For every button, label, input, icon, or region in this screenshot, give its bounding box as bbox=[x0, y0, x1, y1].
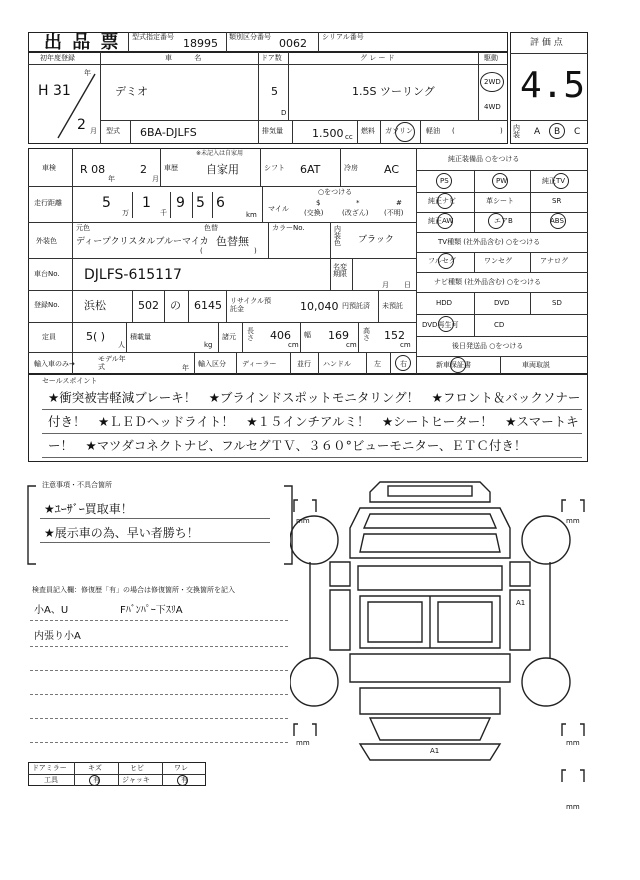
length-unit: cm bbox=[288, 341, 299, 349]
vin-value: DJLFS-615117 bbox=[84, 267, 182, 283]
tv-fullseg-circle bbox=[438, 253, 454, 269]
recycle-label: リサイクル預託金 bbox=[230, 297, 272, 314]
fuel-diesel: 軽油 bbox=[426, 127, 440, 135]
later-manual: 車両取説 bbox=[522, 361, 550, 369]
load-unit: kg bbox=[204, 341, 213, 349]
navi-dvd: DVD bbox=[494, 299, 510, 307]
fuel-label: 燃料 bbox=[361, 127, 375, 135]
reg-month-unit: 月 bbox=[90, 127, 97, 135]
equipment-title: 純正装備品 ○をつける bbox=[448, 155, 520, 163]
circle-note: ○をつける bbox=[318, 188, 353, 196]
equip-airbag-circle bbox=[488, 213, 504, 229]
navi-title: ナビ種類 (社外品含む) ○をつける bbox=[434, 278, 542, 286]
mileage-digit-3: 9 bbox=[176, 195, 185, 211]
displacement-label: 排気量 bbox=[262, 127, 283, 135]
load-label: 積載量 bbox=[130, 333, 151, 341]
serial-label: シリアル番号 bbox=[322, 33, 364, 41]
mileage-digit-1: 5 bbox=[102, 195, 111, 211]
name-change-month-unit: 月 bbox=[382, 281, 389, 289]
items-header-scratch: キズ bbox=[88, 764, 102, 772]
type-value: 6BA-DJLFS bbox=[140, 126, 197, 139]
handle-label: ハンドル bbox=[323, 360, 351, 368]
capacity-label: 定員 bbox=[42, 333, 56, 341]
drive-4wd: 4WD bbox=[484, 103, 501, 111]
doors-value: 5 bbox=[271, 85, 278, 98]
unknown-option: (不明) bbox=[384, 209, 404, 217]
grade-label: グ レ ー ド bbox=[360, 54, 395, 62]
plate-number: 6145 bbox=[194, 299, 222, 312]
width-value: 169 bbox=[328, 329, 349, 342]
interior-color-label: 内装色 bbox=[334, 225, 341, 247]
equip-ps-circle bbox=[436, 173, 452, 189]
color-label: 外装色 bbox=[36, 237, 57, 245]
plate-kana: の bbox=[170, 299, 181, 312]
history-value: 自家用 bbox=[206, 163, 239, 176]
color-change-value: 色替無 bbox=[216, 235, 249, 248]
first-reg-month: 2 bbox=[77, 117, 86, 133]
diagram-mm-1: mm bbox=[296, 517, 310, 525]
equip-abs: ABS bbox=[550, 217, 564, 225]
items-header-break: ワレ bbox=[174, 764, 188, 772]
grade-value: 1.5S ツーリング bbox=[352, 85, 435, 98]
shift-value: 6AT bbox=[300, 163, 321, 176]
equip-tv: 純正TV bbox=[542, 177, 566, 185]
equip-ps: PS bbox=[440, 177, 449, 185]
width-label: 幅 bbox=[304, 331, 311, 339]
items-jack: ジャッキ bbox=[122, 776, 150, 784]
equip-navi-circle bbox=[437, 193, 453, 209]
score-label: 評 価 点 bbox=[530, 38, 563, 48]
interior-b-circle bbox=[549, 123, 565, 139]
length-value: 406 bbox=[270, 329, 291, 342]
height-unit: cm bbox=[400, 341, 411, 349]
damage-mark-rear: A1 bbox=[430, 747, 440, 755]
navi-sd: SD bbox=[552, 299, 562, 307]
unknown-symbol: # bbox=[396, 199, 402, 207]
color-paren-close: ) bbox=[254, 247, 257, 255]
fuel-gasoline-circle bbox=[395, 122, 415, 142]
mile-option: マイル bbox=[268, 205, 289, 213]
equip-aw: 純正AW bbox=[428, 217, 454, 225]
height-label: 高さ bbox=[363, 327, 370, 342]
car-name-label: 車 名 bbox=[165, 54, 212, 62]
plate-region: 浜松 bbox=[84, 299, 106, 312]
model-year-label: モデル年式 bbox=[98, 355, 126, 372]
mileage-digit-2: 1 bbox=[142, 195, 151, 211]
plate-class: 502 bbox=[138, 299, 159, 312]
shaken-label: 車検 bbox=[42, 164, 56, 172]
interior-c: C bbox=[574, 127, 581, 137]
reg-year-unit: 年 bbox=[84, 69, 91, 77]
shaken-month: 2 bbox=[140, 163, 147, 176]
color-change-label: 色替 bbox=[204, 224, 218, 232]
drive-2wd: 2WD bbox=[484, 78, 501, 86]
tampered-option: (改ざん) bbox=[342, 209, 369, 217]
equip-airbag: エアB bbox=[494, 217, 513, 225]
orig-color-label: 元色 bbox=[76, 224, 90, 232]
history-label: 車歴 bbox=[164, 164, 178, 172]
equip-pw-circle bbox=[492, 173, 508, 189]
sales-label: セールスポイント bbox=[42, 377, 98, 385]
mileage-man: 万 bbox=[122, 209, 129, 217]
navi-dvd-play-circle bbox=[438, 316, 454, 332]
shaken-month-unit: 月 bbox=[152, 175, 159, 183]
import-type-label: 輸入区分 bbox=[198, 360, 226, 368]
items-tools: 工具 bbox=[44, 776, 58, 784]
type-label: 型式 bbox=[106, 127, 120, 135]
form-title: 出 品 票 bbox=[44, 32, 121, 53]
model-designation: 18995 bbox=[183, 37, 218, 50]
car-damage-diagram bbox=[290, 478, 620, 818]
diagram-mm-4: mm bbox=[566, 739, 580, 747]
later-title: 後日発送品 ○をつける bbox=[452, 342, 524, 350]
category-number: 0062 bbox=[279, 37, 307, 50]
history-note: ※未記入は自家用 bbox=[196, 150, 244, 157]
diagram-mm-5: mm bbox=[566, 803, 580, 811]
later-warranty-circle bbox=[450, 357, 466, 373]
items-tools-value: 有 bbox=[93, 776, 100, 784]
fuel-paren-close: ) bbox=[500, 127, 503, 135]
fuel-paren-open: ( bbox=[452, 127, 455, 135]
recycle-status: 円預託済 bbox=[342, 302, 370, 310]
mileage-digit-4: 5 bbox=[196, 195, 205, 211]
inspector-title: 検査員記入欄：修復歴「有」の場合は修復箇所・交換箇所を記入 bbox=[32, 586, 235, 594]
interior-color-value: ブラック bbox=[358, 235, 394, 245]
shaken-year: R 08 bbox=[80, 163, 106, 176]
notes-title: 注意事項・不具合箇所 bbox=[42, 481, 112, 489]
later-warranty: 新車保証書 bbox=[436, 361, 471, 369]
category-label: 類別区分番号 bbox=[229, 33, 271, 41]
equip-tv-circle bbox=[553, 173, 569, 189]
navi-cd: CD bbox=[494, 321, 505, 329]
drive-label: 駆動 bbox=[484, 54, 498, 62]
interior-b: B bbox=[554, 127, 561, 137]
model-designation-label: 型式指定番号 bbox=[132, 33, 174, 41]
recycle-unpaid: 未預託 bbox=[382, 302, 403, 310]
import-label: 輸入車のみ→ bbox=[34, 360, 75, 368]
equip-leather: 革シート bbox=[486, 197, 514, 205]
height-value: 152 bbox=[384, 329, 405, 342]
shaken-year-unit: 年 bbox=[108, 175, 115, 183]
tv-fullseg: フルセグ bbox=[428, 257, 456, 265]
score-value: 4.5 bbox=[520, 65, 586, 106]
vin-label: 車台No. bbox=[34, 270, 60, 278]
navi-hdd: HDD bbox=[436, 299, 453, 307]
recycle-amount: 10,040 bbox=[300, 300, 339, 313]
items-header-crack: ヒビ bbox=[130, 764, 144, 772]
items-jack-circle bbox=[177, 775, 188, 786]
inspector-line-1b: Fﾊﾞﾝﾊﾟｰ下ｽﾘA bbox=[120, 605, 183, 616]
inspector-line-2: 内張り小A bbox=[34, 631, 81, 642]
name-change-day-unit: 日 bbox=[404, 281, 411, 289]
shift-label: シフト bbox=[264, 164, 285, 172]
fuel-gasoline: ガソリン bbox=[385, 127, 413, 135]
interior-label: 内装 bbox=[513, 124, 520, 139]
handle-left: 左 bbox=[374, 360, 381, 368]
dims-label: 諸元 bbox=[222, 333, 236, 341]
mileage-sen: 千 bbox=[160, 209, 167, 217]
equip-abs-circle bbox=[550, 213, 566, 229]
handle-right: 右 bbox=[400, 360, 407, 368]
equip-navi: 純正ナビ bbox=[428, 197, 456, 205]
items-header-mirror: ドアミラー bbox=[32, 764, 67, 772]
ac-label: 冷房 bbox=[344, 164, 358, 172]
doors-suffix: D bbox=[281, 109, 287, 117]
car-name: デミオ bbox=[115, 85, 148, 98]
drive-2wd-circle bbox=[480, 72, 504, 92]
navi-dvd-play: DVD再生可 bbox=[422, 321, 459, 329]
ac-value: AC bbox=[384, 163, 400, 176]
first-reg-label: 初年度登録 bbox=[40, 54, 75, 62]
equip-sr: SR bbox=[552, 197, 562, 205]
width-unit: cm bbox=[346, 341, 357, 349]
equip-aw-circle bbox=[437, 213, 453, 229]
items-tools-circle bbox=[89, 775, 100, 786]
import-dealer: ディーラー bbox=[242, 360, 277, 368]
equip-pw: PW bbox=[496, 177, 508, 185]
diagram-mm-2: mm bbox=[566, 517, 580, 525]
inspector-line-1a: 小A、U bbox=[34, 605, 69, 616]
diagram-mm-3: mm bbox=[296, 739, 310, 747]
doors-label: ドア数 bbox=[261, 54, 282, 62]
handle-right-circle bbox=[395, 355, 411, 371]
tv-title: TV種類 (社外品含む) ○をつける bbox=[438, 238, 541, 246]
sales-line-2: 付き！ ★ＬＥＤヘッドライト！ ★１５インチアルミ！ ★シートヒーター！ ★スマートキ bbox=[48, 414, 579, 429]
mileage-km: km bbox=[246, 211, 257, 219]
color-no-label: カラーNo. bbox=[272, 224, 305, 232]
capacity-value: 5( ) bbox=[86, 330, 106, 343]
length-label: 長さ bbox=[247, 327, 254, 342]
tv-analog: アナログ bbox=[540, 257, 568, 265]
damage-mark-side: A1 bbox=[516, 599, 526, 607]
tv-oneseg: ワンセグ bbox=[484, 257, 512, 265]
capacity-unit: 人 bbox=[118, 341, 125, 349]
import-parallel: 並行 bbox=[297, 360, 311, 368]
color-name: ディープクリスタルブルーマイカ bbox=[76, 237, 209, 247]
mileage-digit-5: 6 bbox=[216, 195, 225, 211]
plate-label: 登録No. bbox=[34, 301, 60, 309]
items-jack-value: 有 bbox=[181, 776, 188, 784]
sales-line-3: ー！ ★マツダコネクトナビ、フルセグＴＶ、３６０°ビューモニター、ＥＴＣ付き！ bbox=[48, 438, 527, 453]
exchange-option: (交換) bbox=[304, 209, 324, 217]
tampered-symbol: * bbox=[356, 199, 360, 207]
sales-line-1: ★衝突被害軽減ブレーキ！ ★ブラインドスポットモニタリング！ ★フロント＆バックソナー bbox=[48, 390, 581, 405]
interior-a: A bbox=[534, 127, 541, 137]
exchange-symbol: $ bbox=[316, 199, 321, 207]
color-paren-open: ( bbox=[200, 247, 203, 255]
notes-line-1: ★ﾕｰｻﾞｰ買取車！ bbox=[44, 502, 133, 516]
mileage-label: 走行距離 bbox=[34, 199, 62, 207]
notes-line-2: ★展示車の為、早い者勝ち！ bbox=[44, 526, 199, 540]
displacement-value: 1.500 bbox=[312, 127, 344, 140]
first-reg-era: H 31 bbox=[38, 83, 71, 99]
name-change-label: 名変期限 bbox=[333, 263, 347, 278]
displacement-unit: cc bbox=[345, 133, 353, 141]
model-year-unit: 年 bbox=[182, 364, 189, 372]
